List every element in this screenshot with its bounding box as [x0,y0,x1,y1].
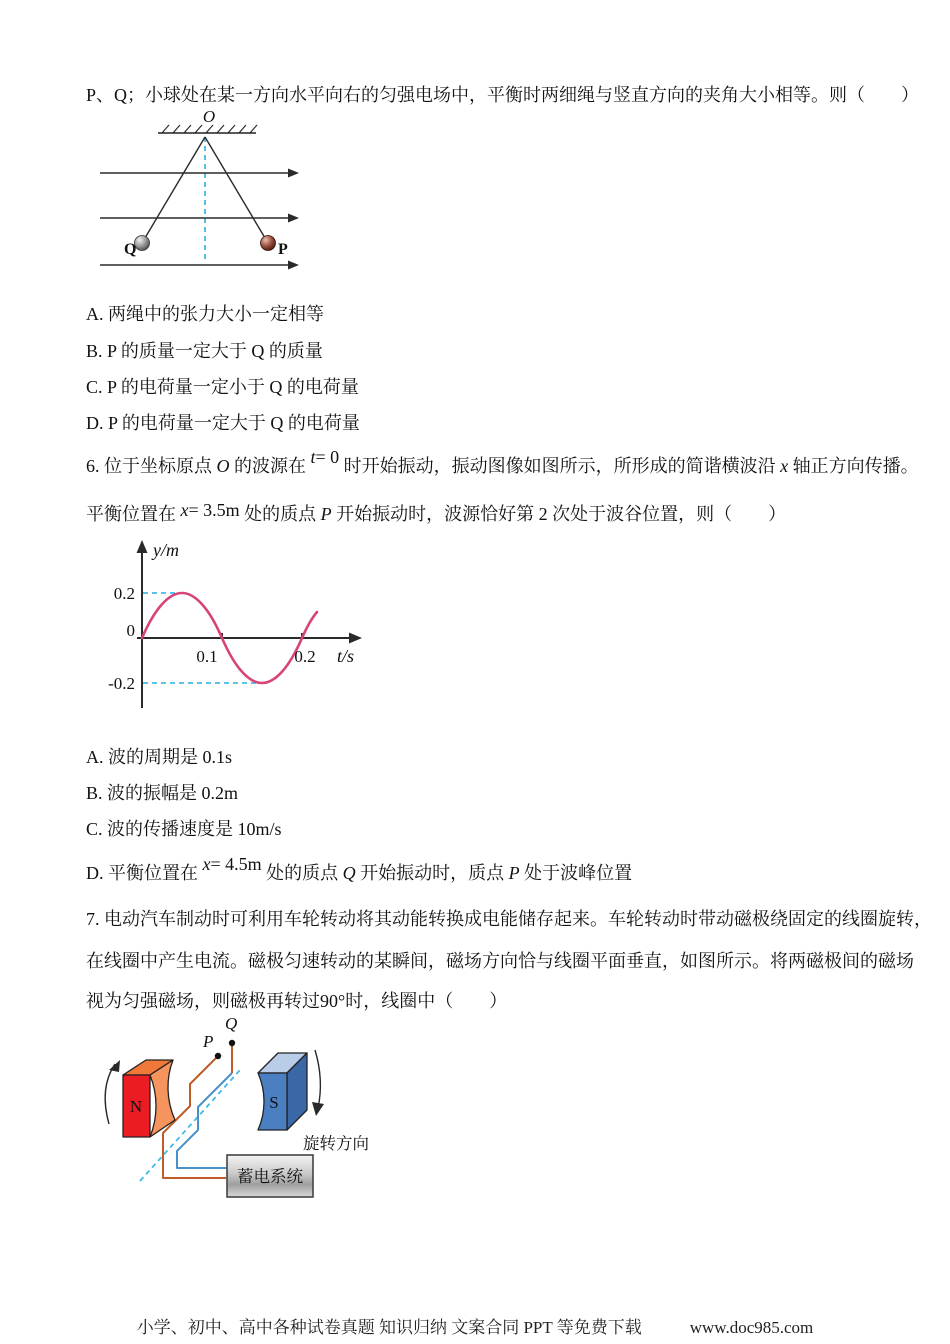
footer-site-link: www.doc985.com [689,1318,814,1337]
storage-system-box [227,1155,313,1197]
footer-services-text: 小学、初中、高中各种试卷真题 知识归纳 文案合同 PPT 等免费下载 [136,1318,642,1337]
north-label: N [129,1097,143,1116]
q6-stem-line1: 6. 位于坐标原点 O 的波源在 t= 0 时开始振动，振动图像如图所示，所形成的简谐横波沿 x 轴正方向传播。 [86,447,919,476]
north-magnet [123,1060,175,1137]
y-axis-label: y/m [153,540,179,560]
ytick-neg02: -0.2 [108,674,135,693]
terminal-q-dot [229,1040,235,1046]
terminal-p-label: P [203,1032,214,1051]
ytick-0: 0 [126,621,135,640]
string-to-q [142,137,205,243]
q7-stem-line1: 7. 电动汽车制动时可利用车轮转动将其动能转换成电能储存起来。车轮转动时带动磁极绕固定的线圈旋转， [86,909,932,929]
q7-stem-line2: 在线圈中产生电流。磁极匀速转动的某瞬间，磁场方向恰与线圈平面垂直，如图所示。将两磁极间的磁场 [86,951,914,971]
q5-option-C: C. P 的电荷量一定小于 Q 的电荷量 [86,377,359,397]
south-label: S [269,1093,279,1112]
terminal-p-dot [215,1053,221,1059]
q5-option-B: B. P 的质量一定大于 Q 的质量 [86,341,323,361]
q5-option-A: A. 两绳中的张力大小一定相等 [86,304,324,324]
t-axis-label: t/s [337,646,355,666]
q6-option-B: B. 波的振幅是 0.2m [86,783,239,803]
ytick-02: 0.2 [113,584,135,603]
q7-generator-diagram [95,1016,387,1216]
terminal-q-label: Q [225,1014,238,1033]
ttick-01: 0.1 [196,647,218,666]
ttick-02: 0.2 [294,647,316,666]
rotation-arrow-left [105,1060,120,1124]
q6-vibration-graph [95,538,377,718]
ball-p-label: P [278,241,288,258]
q7-stem-line3: 视为匀强磁场，则磁极再转过90°时，线圈中（ ） [86,991,508,1011]
page-footer [0,1313,950,1338]
point-o-label: O [202,107,216,126]
q6-option-D: D. 平衡位置在 x= 4.5m 处的质点 Q 开始振动时，质点 P 处于波峰位置 [86,854,633,883]
q5-stem: P、Q；小球处在某一方向水平向右的匀强电场中，平衡时两细绳与竖直方向的夹角大小相等。则（ ） [86,85,920,105]
rotation-arrow-right [312,1050,324,1116]
q5-diagram-pendulum-field [84,104,334,294]
string-to-p [205,137,268,243]
q5-option-D: D. P 的电荷量一定大于 Q 的电荷量 [86,413,360,433]
ball-p [261,236,276,251]
ball-q-label: Q [124,241,137,258]
rotation-direction-label: 旋转方向 [303,1134,369,1153]
q6-option-A: A. 波的周期是 0.1s [86,747,233,767]
coil [163,1043,232,1178]
storage-system-label: 蓄电系统 [237,1167,303,1186]
ball-q [135,236,150,251]
ceiling-hatch [158,125,257,133]
south-magnet [258,1053,307,1130]
q6-option-C: C. 波的传播速度是 10m/s [86,819,282,839]
q6-stem-line2: 平衡位置在 x= 3.5m 处的质点 P 开始振动时，波源恰好第 2 次处于波谷位置，则（ ） [86,500,787,524]
